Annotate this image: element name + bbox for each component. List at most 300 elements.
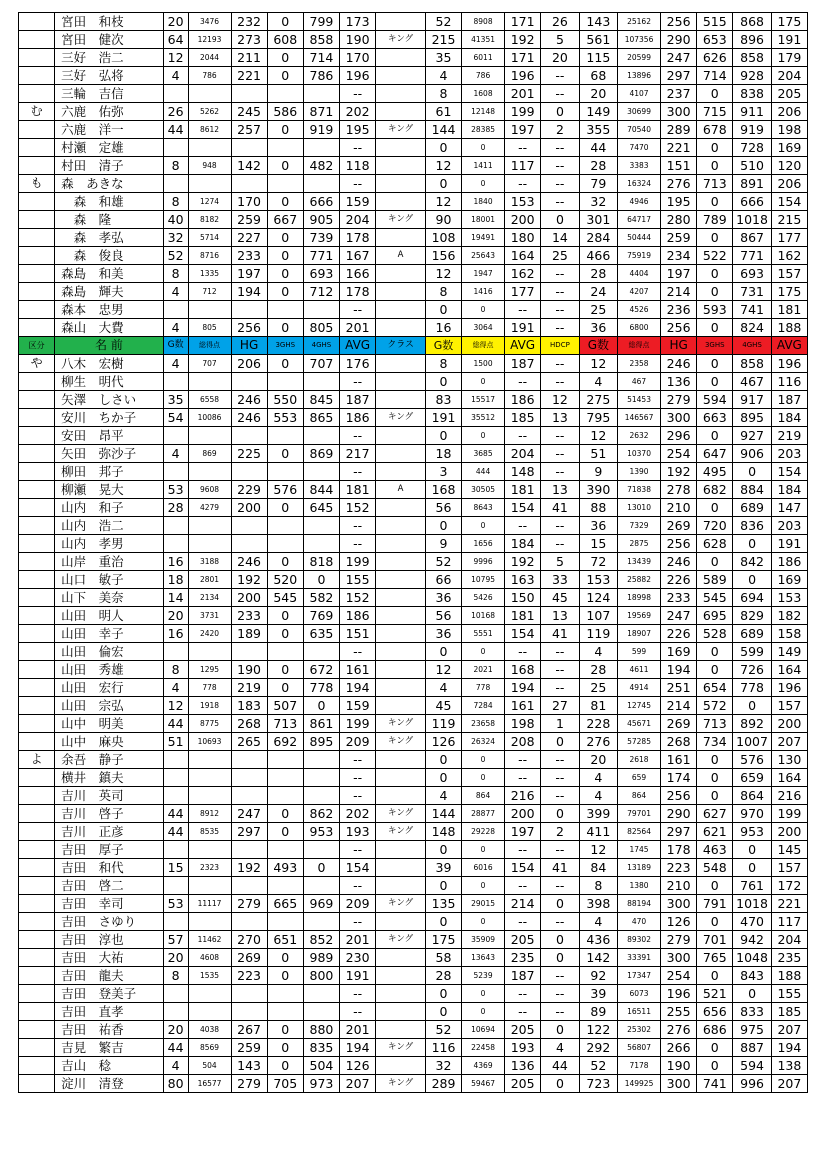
- hg-cell: 192: [231, 859, 267, 877]
- total-cell: 10693: [188, 733, 231, 751]
- avg2-cell: --: [505, 1003, 541, 1021]
- avg2-cell: 192: [505, 553, 541, 571]
- kubun-cell: [19, 229, 55, 247]
- total3-cell: 13010: [618, 499, 661, 517]
- total3-cell: 2618: [618, 751, 661, 769]
- avg-cell: --: [340, 85, 376, 103]
- games-cell: [163, 1003, 188, 1021]
- 4ghs3-cell: 843: [733, 967, 771, 985]
- avg2-cell: 204: [505, 445, 541, 463]
- avg-cell: 161: [340, 661, 376, 679]
- total2-cell: 29228: [462, 823, 505, 841]
- games2-cell: 56: [425, 607, 461, 625]
- name-cell: 柳生 明代: [55, 373, 164, 391]
- games3-cell: 436: [579, 931, 617, 949]
- hdcp-cell: 0: [541, 1021, 579, 1039]
- total-cell: 8716: [188, 247, 231, 265]
- hg3-cell: 233: [661, 589, 697, 607]
- hg3-cell: 234: [661, 247, 697, 265]
- total3-cell: 659: [618, 769, 661, 787]
- hdcp-cell: 5: [541, 31, 579, 49]
- 4ghs3-cell: 911: [733, 103, 771, 121]
- name-cell: 森島 輝夫: [55, 283, 164, 301]
- hg3-cell: 290: [661, 805, 697, 823]
- table-row: [19, 301, 808, 319]
- 3ghs3-cell: 686: [697, 1021, 733, 1039]
- total3-cell: 57285: [618, 733, 661, 751]
- 4ghs3-cell: 884: [733, 481, 771, 499]
- avg2-cell: 161: [505, 697, 541, 715]
- games3-cell: 79: [579, 175, 617, 193]
- 4ghs-cell: 919: [303, 121, 339, 139]
- total3-cell: 6073: [618, 985, 661, 1003]
- total3-cell: 4914: [618, 679, 661, 697]
- avg-cell: 196: [340, 67, 376, 85]
- 3ghs-cell: 0: [267, 49, 303, 67]
- avg2-cell: --: [505, 769, 541, 787]
- name-cell: 八木 宏樹: [55, 355, 164, 373]
- 3ghs-cell: 608: [267, 31, 303, 49]
- total-cell: [188, 427, 231, 445]
- games3-cell: 4: [579, 913, 617, 931]
- games2-cell: 108: [425, 229, 461, 247]
- table-row: [19, 85, 808, 103]
- 3ghs-cell: 576: [267, 481, 303, 499]
- hdcp-cell: --: [541, 301, 579, 319]
- class-cell: A: [376, 481, 426, 499]
- total-cell: [188, 841, 231, 859]
- 4ghs3-cell: 867: [733, 229, 771, 247]
- name-cell: 山内 孝男: [55, 535, 164, 553]
- hg-cell: [231, 787, 267, 805]
- 4ghs-cell: 771: [303, 247, 339, 265]
- table-row: [19, 823, 808, 841]
- hg3-cell: 256: [661, 13, 697, 31]
- games3-cell: 149: [579, 103, 617, 121]
- hg-cell: 221: [231, 67, 267, 85]
- avg3-cell: 207: [771, 1021, 807, 1039]
- class-cell: [376, 589, 426, 607]
- 3ghs3-cell: 0: [697, 427, 733, 445]
- games2-cell: 0: [425, 643, 461, 661]
- kubun-cell: [19, 301, 55, 319]
- avg3-cell: 194: [771, 1039, 807, 1057]
- avg2-cell: 154: [505, 625, 541, 643]
- hdcp-cell: 41: [541, 859, 579, 877]
- hg3-cell: 256: [661, 787, 697, 805]
- 3ghs-cell: 0: [267, 355, 303, 373]
- 4ghs3-cell: 1018: [733, 211, 771, 229]
- avg2-cell: 181: [505, 481, 541, 499]
- 4ghs3-cell: 868: [733, 13, 771, 31]
- avg2-cell: 214: [505, 895, 541, 913]
- avg2-cell: --: [505, 175, 541, 193]
- total2-cell: 25643: [462, 247, 505, 265]
- games3-cell: 12: [579, 355, 617, 373]
- 4ghs-cell: 973: [303, 1075, 339, 1093]
- total-cell: 5714: [188, 229, 231, 247]
- table-body-top: [19, 13, 808, 337]
- hg-cell: 245: [231, 103, 267, 121]
- table-row: [19, 319, 808, 337]
- hdcp-cell: 13: [541, 409, 579, 427]
- 4ghs-cell: 672: [303, 661, 339, 679]
- games2-cell: 35: [425, 49, 461, 67]
- total3-cell: 89302: [618, 931, 661, 949]
- table-row: [19, 913, 808, 931]
- games3-cell: 292: [579, 1039, 617, 1057]
- class-cell: [376, 1003, 426, 1021]
- total2-cell: 1656: [462, 535, 505, 553]
- 4ghs3-cell: 666: [733, 193, 771, 211]
- class-cell: [376, 643, 426, 661]
- class-cell: [376, 697, 426, 715]
- table-row: [19, 715, 808, 733]
- games2-cell: 9: [425, 535, 461, 553]
- 4ghs3-cell: 906: [733, 445, 771, 463]
- hg-cell: 259: [231, 211, 267, 229]
- total-cell: 11117: [188, 895, 231, 913]
- games3-cell: 723: [579, 1075, 617, 1093]
- total-cell: 8612: [188, 121, 231, 139]
- kubun-cell: [19, 733, 55, 751]
- hg3-cell: 226: [661, 571, 697, 589]
- total2-cell: 41351: [462, 31, 505, 49]
- name-cell: 淀川 清登: [55, 1075, 164, 1093]
- avg3-cell: 203: [771, 445, 807, 463]
- avg-cell: 195: [340, 121, 376, 139]
- hg3-cell: 192: [661, 463, 697, 481]
- avg-cell: --: [340, 751, 376, 769]
- 3ghs3-cell: 0: [697, 967, 733, 985]
- 3ghs-cell: 0: [267, 157, 303, 175]
- total3-cell: 16324: [618, 175, 661, 193]
- games-cell: 14: [163, 589, 188, 607]
- 4ghs-cell: 805: [303, 319, 339, 337]
- games3-cell: 36: [579, 517, 617, 535]
- total-cell: 4608: [188, 949, 231, 967]
- avg3-cell: 184: [771, 409, 807, 427]
- class-cell: [376, 859, 426, 877]
- hg-cell: 297: [231, 823, 267, 841]
- hg3-cell: 210: [661, 877, 697, 895]
- avg3-cell: 149: [771, 643, 807, 661]
- kubun-cell: [19, 463, 55, 481]
- games2-cell: 156: [425, 247, 461, 265]
- avg2-cell: --: [505, 427, 541, 445]
- total2-cell: 0: [462, 301, 505, 319]
- class-cell: キング: [376, 31, 426, 49]
- class-cell: [376, 265, 426, 283]
- avg-cell: 209: [340, 733, 376, 751]
- avg3-cell: 130: [771, 751, 807, 769]
- name-cell: 吉田 和代: [55, 859, 164, 877]
- class-cell: A: [376, 247, 426, 265]
- avg2-cell: 196: [505, 67, 541, 85]
- avg2-cell: 199: [505, 103, 541, 121]
- 4ghs-cell: 869: [303, 445, 339, 463]
- avg2-cell: 187: [505, 355, 541, 373]
- 3ghs3-cell: 621: [697, 823, 733, 841]
- avg2-cell: 136: [505, 1057, 541, 1075]
- 4ghs-cell: 645: [303, 499, 339, 517]
- games2-cell: 39: [425, 859, 461, 877]
- total-cell: 6558: [188, 391, 231, 409]
- 4ghs3-cell: 838: [733, 85, 771, 103]
- 3ghs-cell: 0: [267, 121, 303, 139]
- 3ghs-cell: 0: [267, 679, 303, 697]
- games2-cell: 0: [425, 427, 461, 445]
- games3-cell: 122: [579, 1021, 617, 1039]
- table-row: [19, 805, 808, 823]
- avg3-cell: 164: [771, 769, 807, 787]
- games3-cell: 84: [579, 859, 617, 877]
- avg-cell: --: [340, 463, 376, 481]
- 3ghs-cell: 0: [267, 1039, 303, 1057]
- avg3-cell: 200: [771, 715, 807, 733]
- avg3-cell: 175: [771, 283, 807, 301]
- games3-cell: 276: [579, 733, 617, 751]
- 4ghs-cell: 865: [303, 409, 339, 427]
- 4ghs3-cell: 0: [733, 985, 771, 1003]
- kubun-cell: [19, 247, 55, 265]
- avg2-cell: --: [505, 913, 541, 931]
- kubun-cell: [19, 499, 55, 517]
- games2-cell: 0: [425, 877, 461, 895]
- name-cell: 六鹿 佑弥: [55, 103, 164, 121]
- games-cell: [163, 139, 188, 157]
- kubun-cell: [19, 985, 55, 1003]
- avg2-cell: 208: [505, 733, 541, 751]
- table-row: [19, 157, 808, 175]
- total-cell: 9608: [188, 481, 231, 499]
- avg-cell: --: [340, 373, 376, 391]
- kubun-cell: [19, 391, 55, 409]
- hdcp-cell: 0: [541, 931, 579, 949]
- total3-cell: 864: [618, 787, 661, 805]
- total3-cell: 25882: [618, 571, 661, 589]
- avg-cell: 186: [340, 607, 376, 625]
- hg3-cell: 197: [661, 265, 697, 283]
- 4ghs3-cell: 1048: [733, 949, 771, 967]
- avg3-cell: 184: [771, 481, 807, 499]
- avg2-cell: 163: [505, 571, 541, 589]
- games-cell: 53: [163, 895, 188, 913]
- 3ghs-cell: 493: [267, 859, 303, 877]
- hg-cell: [231, 913, 267, 931]
- table-row: [19, 175, 808, 193]
- table-row: [19, 373, 808, 391]
- class-cell: キング: [376, 1075, 426, 1093]
- games2-cell: 52: [425, 553, 461, 571]
- table-row: [19, 283, 808, 301]
- total2-cell: 5426: [462, 589, 505, 607]
- kubun-cell: [19, 949, 55, 967]
- avg3-cell: 206: [771, 175, 807, 193]
- hdcp-cell: 1: [541, 715, 579, 733]
- hg3-cell: 251: [661, 679, 697, 697]
- 3ghs3-cell: 0: [697, 913, 733, 931]
- total2-cell: 22458: [462, 1039, 505, 1057]
- avg3-cell: 158: [771, 625, 807, 643]
- hdcp-cell: --: [541, 463, 579, 481]
- 4ghs3-cell: 864: [733, 787, 771, 805]
- hdcp-cell: --: [541, 355, 579, 373]
- name-cell: 山岸 重治: [55, 553, 164, 571]
- games-cell: [163, 913, 188, 931]
- avg3-cell: 116: [771, 373, 807, 391]
- games2-cell: 215: [425, 31, 461, 49]
- 3ghs3-cell: 734: [697, 733, 733, 751]
- total2-cell: 0: [462, 913, 505, 931]
- 4ghs3-cell: 928: [733, 67, 771, 85]
- games-cell: 35: [163, 391, 188, 409]
- avg-cell: --: [340, 427, 376, 445]
- games-cell: 44: [163, 121, 188, 139]
- hdcp-cell: 41: [541, 625, 579, 643]
- games3-cell: 4: [579, 787, 617, 805]
- 3ghs3-cell: 789: [697, 211, 733, 229]
- hg-cell: 268: [231, 715, 267, 733]
- games-cell: 57: [163, 931, 188, 949]
- avg3-cell: 117: [771, 913, 807, 931]
- 3ghs-cell: 0: [267, 823, 303, 841]
- 3ghs3-cell: 0: [697, 769, 733, 787]
- hg-cell: [231, 769, 267, 787]
- 3ghs3-cell: 0: [697, 85, 733, 103]
- name-cell: 吉田 厚子: [55, 841, 164, 859]
- avg3-cell: 188: [771, 319, 807, 337]
- 3ghs3-cell: 0: [697, 877, 733, 895]
- games3-cell: 20: [579, 85, 617, 103]
- kubun-cell: [19, 535, 55, 553]
- 3ghs-cell: 550: [267, 391, 303, 409]
- kubun-cell: [19, 49, 55, 67]
- games2-cell: 45: [425, 697, 461, 715]
- class-cell: [376, 1057, 426, 1075]
- games2-cell: 0: [425, 769, 461, 787]
- games-cell: 8: [163, 157, 188, 175]
- hdcp-cell: 0: [541, 805, 579, 823]
- games2-cell: 52: [425, 1021, 461, 1039]
- avg3-cell: 154: [771, 193, 807, 211]
- avg-cell: 167: [340, 247, 376, 265]
- total2-cell: 1840: [462, 193, 505, 211]
- class-cell: [376, 193, 426, 211]
- table-row: [19, 355, 808, 373]
- class-cell: [376, 625, 426, 643]
- avg-cell: 201: [340, 1021, 376, 1039]
- avg3-cell: 221: [771, 895, 807, 913]
- class-cell: [376, 607, 426, 625]
- class-cell: キング: [376, 121, 426, 139]
- class-cell: [376, 229, 426, 247]
- class-cell: [376, 139, 426, 157]
- name-cell: 森山 大費: [55, 319, 164, 337]
- total3-cell: 7329: [618, 517, 661, 535]
- hdcp-cell: --: [541, 175, 579, 193]
- games-cell: 8: [163, 967, 188, 985]
- hdcp-cell: --: [541, 283, 579, 301]
- games-cell: 44: [163, 715, 188, 733]
- avg2-cell: 197: [505, 121, 541, 139]
- kubun-cell: [19, 409, 55, 427]
- total-cell: 8912: [188, 805, 231, 823]
- total-cell: 4038: [188, 1021, 231, 1039]
- total-cell: 2044: [188, 49, 231, 67]
- 4ghs3-cell: 726: [733, 661, 771, 679]
- 3ghs-cell: 705: [267, 1075, 303, 1093]
- hg3-cell: 300: [661, 895, 697, 913]
- 4ghs-cell: 969: [303, 895, 339, 913]
- hg-cell: [231, 463, 267, 481]
- hg-cell: 143: [231, 1057, 267, 1075]
- class-cell: [376, 499, 426, 517]
- avg2-cell: 198: [505, 715, 541, 733]
- avg3-cell: 204: [771, 67, 807, 85]
- games2-cell: 8: [425, 85, 461, 103]
- avg-cell: 191: [340, 967, 376, 985]
- class-cell: [376, 769, 426, 787]
- 3ghs3-cell: 0: [697, 283, 733, 301]
- total3-cell: 1390: [618, 463, 661, 481]
- games-cell: 28: [163, 499, 188, 517]
- total2-cell: 3685: [462, 445, 505, 463]
- 4ghs-cell: [303, 301, 339, 319]
- 4ghs-cell: 861: [303, 715, 339, 733]
- hg-cell: 259: [231, 1039, 267, 1057]
- games-cell: 44: [163, 823, 188, 841]
- total3-cell: 7178: [618, 1057, 661, 1075]
- avg2-cell: 187: [505, 967, 541, 985]
- hdcp-cell: 0: [541, 1075, 579, 1093]
- total2-cell: 13643: [462, 949, 505, 967]
- total2-cell: 8643: [462, 499, 505, 517]
- games2-cell: 119: [425, 715, 461, 733]
- 3ghs-cell: 0: [267, 13, 303, 31]
- games-cell: 52: [163, 247, 188, 265]
- 3ghs3-cell: 0: [697, 661, 733, 679]
- hg3-cell: 221: [661, 139, 697, 157]
- total3-cell: 12745: [618, 697, 661, 715]
- name-cell: 三輪 吉信: [55, 85, 164, 103]
- 4ghs3-cell: 731: [733, 283, 771, 301]
- hg3-cell: 237: [661, 85, 697, 103]
- 4ghs3-cell: 693: [733, 265, 771, 283]
- 3ghs-cell: 0: [267, 1021, 303, 1039]
- 4ghs-cell: 712: [303, 283, 339, 301]
- total3-cell: 13896: [618, 67, 661, 85]
- table-row: [19, 895, 808, 913]
- hg-cell: 189: [231, 625, 267, 643]
- 3ghs3-cell: 0: [697, 1039, 733, 1057]
- name-cell: 山田 明人: [55, 607, 164, 625]
- games3-cell: 143: [579, 13, 617, 31]
- hg-cell: [231, 751, 267, 769]
- total2-cell: 28385: [462, 121, 505, 139]
- hg3-cell: 296: [661, 427, 697, 445]
- total-cell: 1335: [188, 265, 231, 283]
- kubun-cell: [19, 193, 55, 211]
- games-cell: 8: [163, 661, 188, 679]
- avg3-cell: 172: [771, 877, 807, 895]
- 3ghs-cell: 651: [267, 931, 303, 949]
- games2-cell: 0: [425, 841, 461, 859]
- avg-cell: 155: [340, 571, 376, 589]
- avg3-cell: 138: [771, 1057, 807, 1075]
- header-kubun: 区分: [19, 337, 55, 355]
- games-cell: 16: [163, 625, 188, 643]
